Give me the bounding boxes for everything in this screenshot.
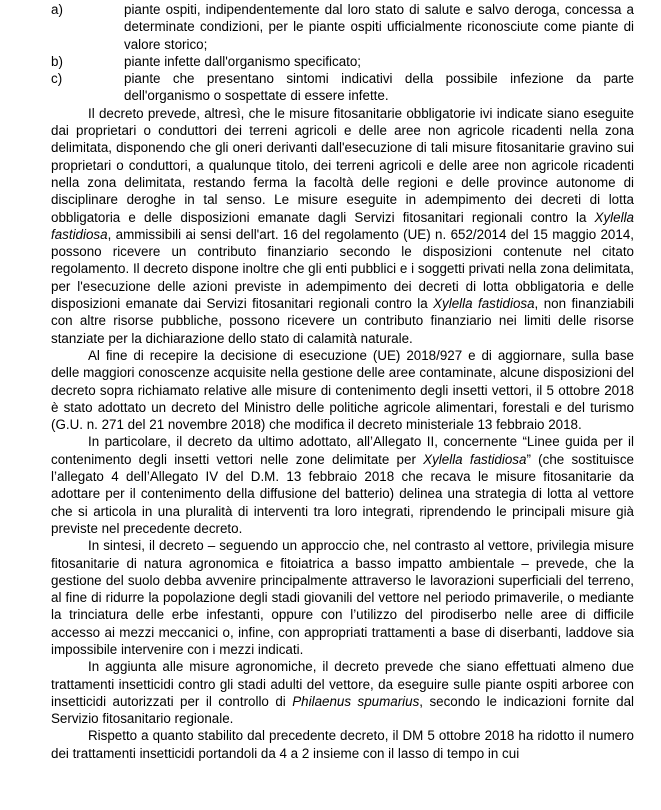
paragraph-reduced-treatments: Rispetto a quanto stabilito dal precedente decreto, il DM 5 ottobre 2018 ha ridotto il numero dei trattamenti insetticidi portandoli da 4 a 2 insieme con il lasso di tempo in cui <box>51 728 634 761</box>
list-item-text: piante che presentano sintomi indicativi della possibile infezione da parte dell'organismo o sospettate di essere infette. <box>124 71 634 104</box>
species-name: Philaenus spumarius <box>292 693 420 709</box>
list-item-label: a) <box>51 2 63 17</box>
list-item-label: c) <box>51 71 63 87</box>
list-item <box>51 53 634 70</box>
paragraph-text: In aggiunta alle misure agronomiche, il decreto prevede che siano effettuati almeno due trattamenti insetticidi contro gli stadi adulti del vettore, da eseguire sulle piante ospiti arboree con insetticidi autorizzati per il controllo di <box>51 659 634 709</box>
paragraph-text: ” (che sostituisce l’allegato 4 dell’Allegato IV del D.M. 13 febbraio 2018 che recava le misure fitosanitarie da adottare per il contenimento della diffusione del batterio) delinea una strategia di lotta al vettore che si articola in una pluralità di interventi tra loro integrati, riprendendo le principali misure già previste nel precedente decreto. <box>51 451 634 536</box>
species-name: Xylella fastidiosa <box>423 451 527 467</box>
species-name: Xylella fastidiosa <box>433 296 535 312</box>
list-item-text: piante ospiti, indipendentemente dal loro stato di salute e salvo deroga, concessa a determinate condizioni, per le piante ospiti ufficialmente riconosciute come piante di valore storico; <box>124 2 634 52</box>
paragraph-annex-ii <box>51 433 634 537</box>
species-name: Xylella fastidiosa <box>51 209 634 242</box>
list-item-text: piante infette dall'organismo specificato; <box>124 53 362 69</box>
paragraph-obligatory-measures <box>51 105 634 347</box>
paragraph-text: , non finanziabili con altre risorse pubbliche, possono ricevere un contributo finanziario nei limiti delle risorse stanziate per la dichiarazione dello stato di calamità naturale. <box>51 296 634 346</box>
list-item <box>51 1 634 53</box>
document-page <box>51 1 634 762</box>
paragraph-text: Il decreto prevede, altresì, che le misure fitosanitarie obbligatorie ivi indicate siano eseguite dai proprietari o conduttori dei terreni agricoli e delle aree non agricole ricadenti nella zona delimitata, disponendo che gli oneri derivanti dall'esecuzione di tali misure fitosanitarie gravino sui proprietari o conduttori, a qualunque titolo, dei terreni agricoli e delle aree non agricole ricadenti nella zona delimitata, restando ferma la facoltà delle regioni e delle province autonome di disciplinare deroghe in tal senso. Le misure eseguite in adempimento dei decreti di lotta obbligatoria e delle disposizioni emanate dagli Servizi fitosanitari regionali contro la <box>51 105 634 225</box>
paragraph-implementing-decision: Al fine di recepire la decisione di esecuzione (UE) 2018/927 e di aggiornare, sulla base delle maggiori conoscenze acquisite nella gestione delle aree contaminate, alcune disposizioni del decreto sopra richiamato relative alle misure di contenimento degli insetti vettori, il 5 ottobre 2018 è stato adottato un decreto del Ministro delle politiche agricole alimentari, forestali e del turismo (G.U. n. 271 del 21 novembre 2018) che modifica il decreto ministeriale 13 febbraio 2018. <box>51 347 634 433</box>
paragraph-text: , ammissibili ai sensi dell'art. 16 del regolamento (UE) n. 652/2014 del 15 maggio 2014, possono ricevere un contributo finanziario secondo le disposizioni contenute nel citato regolamento. Il decreto dispone inoltre che gli enti pubblici e i soggetti privati nella zona delimitata, per l'esecuzione delle azioni previste in adempimento dei decreti di lotta obbligatoria e delle disposizioni emanate dai Servizi fitosanitari regionali contro la <box>51 226 634 312</box>
paragraph-summary: In sintesi, il decreto – seguendo un approccio che, nel contrasto al vettore, privilegia misure fitosanitarie di natura agronomica e fitoiatrica a basso impatto ambientale – prevede, che la gestione del suolo debba avvenire principalmente attraverso le lavorazioni superficiali del terreno, al fine di ridurre la popolazione degli stadi giovanili del vettore nel periodo primaverile, o mediante la trinciatura delle erbe infestanti, oppure con l’utilizzo del pirodiserbo nelle aree di difficile accesso ai mezzi meccanici o, infine, con appropriati trattamenti a base di diserbanti, laddove sia impossibile intervenire con i mezzi indicati. <box>51 538 634 657</box>
paragraph-insecticide-treatments <box>51 658 634 727</box>
list-item-label: b) <box>51 53 63 69</box>
paragraph-text: In particolare, il decreto da ultimo adottato, all’Allegato II, concernente “Linee guida per il contenimento degli insetti vettori nelle zone delimitate per <box>51 434 634 467</box>
list-item <box>51 70 634 105</box>
paragraph-text: , secondo le indicazioni fornite dal Servizio fitosanitario regionale. <box>51 693 634 727</box>
